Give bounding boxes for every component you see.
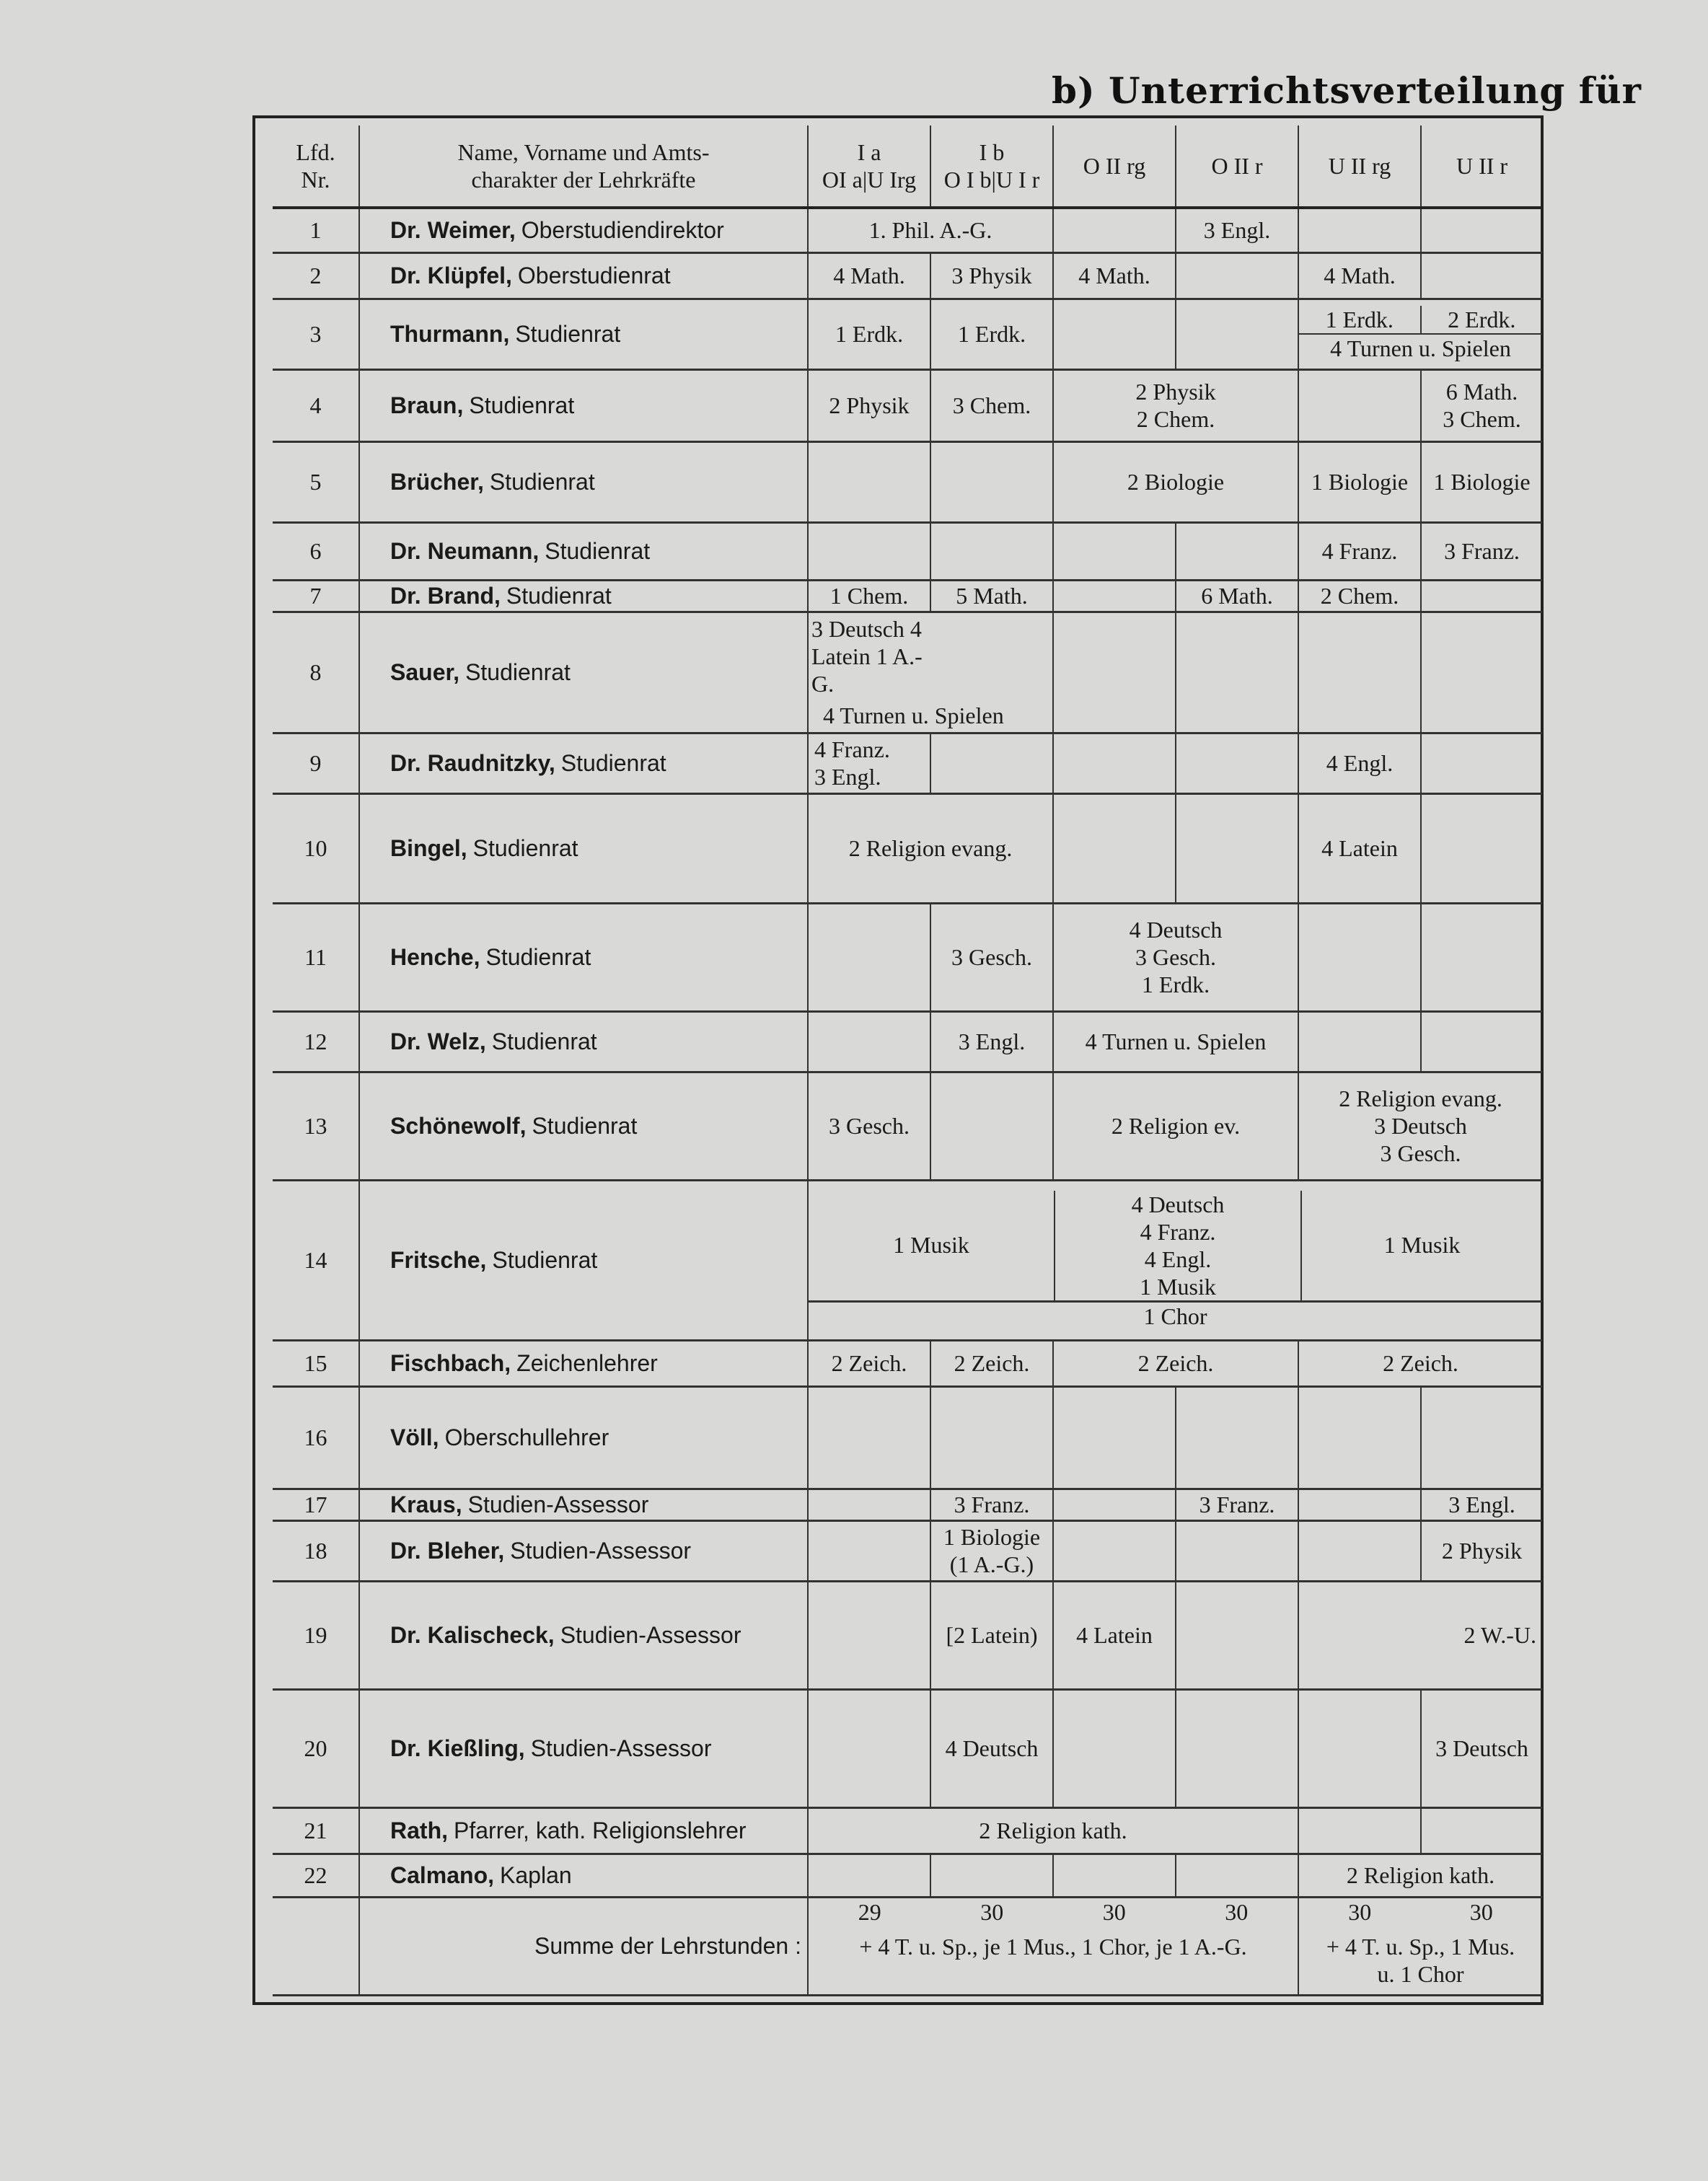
teacher-role: Studienrat [545,538,651,564]
summary-label: Summe der Lehrstunden : [359,1897,808,1995]
teacher-name [359,612,808,733]
cell-oiir [1176,1520,1298,1581]
cell-oiir [1176,1689,1298,1807]
teacher-role: Studienrat [472,835,578,861]
row-nr: 12 [273,1011,359,1072]
cell-uiirg [1298,1011,1421,1072]
cell-uiir [1421,1011,1542,1072]
summary-ib: 30 [980,1898,1004,1925]
teacher-role: Studienrat [506,583,612,609]
cell-uiirg [1298,612,1421,733]
cell-oiir [1176,1386,1298,1489]
cell-uii: 2 Zeich. [1298,1340,1542,1386]
row-nr: 22 [273,1854,359,1897]
row-nr: 10 [273,793,359,903]
table-row [273,1520,1542,1581]
cell-uiir: 1 Biologie [1421,441,1542,522]
cell-uiir: 3 Franz. [1421,522,1542,580]
teacher-surname: Dr. Neumann, [390,538,540,564]
cell-ia [808,1581,930,1689]
table-row [273,903,1542,1011]
header-name: Name, Vorname und Amts- charakter der Lehrkräfte [359,125,808,208]
teacher-name [359,1011,808,1072]
teacher-surname: Braun, [390,392,464,418]
teacher-name [359,369,808,441]
teacher-name [359,1520,808,1581]
cell-uiirg [1298,1489,1421,1520]
cell-ia: 4 Math. [808,252,930,299]
cell-uiirg: 4 Math. [1298,252,1421,299]
cell-uiirg [1298,208,1421,252]
row-nr: 8 [273,612,359,733]
cell-oiirg: 4 Latein [1053,1581,1176,1689]
header-oiirg: O II rg [1053,125,1176,208]
cell-ib [930,522,1053,580]
cell-i [808,612,1053,733]
cell-oii: 2 Biologie [1053,441,1298,522]
cell-oii: 4 Deutsch 3 Gesch. 1 Erdk. [1053,903,1298,1011]
row-nr: 15 [273,1340,359,1386]
cell-chor: 1 Chor [1143,1303,1207,1329]
cell-ib: 2 Zeich. [930,1340,1053,1386]
row-nr: 4 [273,369,359,441]
summary-uiir: 30 [1469,1898,1493,1925]
cell-ia [808,1854,930,1897]
teacher-surname: Dr. Welz, [390,1028,486,1054]
table-row [273,1489,1542,1520]
row-nr: 1 [273,208,359,252]
summary-uiirg: 30 [1348,1898,1372,1925]
cell-ia [808,903,930,1011]
cell-ia: 4 Franz. 3 Engl. [808,733,930,793]
teacher-surname: Thurmann, [390,321,510,347]
cell-ia: 3 Gesch. [808,1072,930,1180]
cell-ib: [2 Latein) [930,1581,1053,1689]
teacher-surname: Sauer, [390,659,460,685]
table-row [273,793,1542,903]
cell-ib [930,1072,1053,1180]
teacher-surname: Dr. Raudnitzky, [390,750,555,776]
teacher-name [359,1581,808,1689]
uii-split [1299,306,1542,335]
summary-row [273,1897,1542,1995]
teacher-surname: Brücher, [390,469,484,495]
cell-uii: 2 Religion evang. 3 Deutsch 3 Gesch. [1298,1072,1542,1180]
teacher-role: Oberstudienrat [517,263,671,288]
cell-uiir: 2 Physik [1421,1520,1542,1581]
teacher-role: Studienrat [485,944,591,970]
teacher-name [359,1386,808,1489]
cell-ib [930,1386,1053,1489]
cell-i: 1 Musik [893,1231,969,1258]
row-nr: 18 [273,1520,359,1581]
table-row [273,208,1542,252]
cell-oii: 4 Deutsch 4 Franz. 4 Engl. 1 Musik [1054,1191,1302,1300]
cell-ib [930,1854,1053,1897]
cell-uiirg [1298,1689,1421,1807]
header-oiir: O II r [1176,125,1298,208]
cell-uiirg: 4 Latein [1298,793,1421,903]
cell-oii: 4 Turnen u. Spielen [1053,1011,1298,1072]
cell-oiirg [1053,1489,1176,1520]
cell-oiirg [1053,1520,1176,1581]
summary-ia: 29 [858,1898,881,1925]
table-row [273,369,1542,441]
summary-oiirg: 30 [1102,1898,1126,1925]
cell-uiir: 6 Math. 3 Chem. [1421,369,1542,441]
table-row [273,1180,1542,1340]
cell-oiirg [1053,612,1176,733]
teacher-name [359,1180,808,1340]
row-nr: 20 [273,1689,359,1807]
summary-uii-counts [1299,1898,1542,1926]
teacher-role: Studienrat [560,750,666,776]
cell-oii: 2 Zeich. [1053,1340,1298,1386]
table-row [273,1854,1542,1897]
cell-oiir [1176,612,1298,733]
cell-uiir [1421,208,1542,252]
cell-ia: 1 Erdk. [808,299,930,369]
row-nr: 6 [273,522,359,580]
teacher-role: Studienrat [465,659,571,685]
cell-oiir [1176,1854,1298,1897]
cell-uiir [1421,903,1542,1011]
cell-uiir [1421,580,1542,612]
cell-all-classes [808,1180,1542,1340]
cell-i: 2 Religion evang. [808,793,1053,903]
cell-uii-shared: 4 Turnen u. Spielen [1330,335,1511,361]
teacher-role: Studienrat [492,1247,598,1273]
cell-ib: 3 Engl. [930,1011,1053,1072]
cell-ia: 2 Physik [808,369,930,441]
header-ib: I b O I b|U I r [930,125,1053,208]
teacher-name [359,903,808,1011]
teacher-role: Pfarrer, kath. Religionslehrer [454,1818,747,1843]
cell-oii: 2 Physik 2 Chem. [1053,369,1298,441]
cell-i-shared: 4 Turnen u. Spielen [823,702,1004,728]
cell-uiirg: 4 Engl. [1298,733,1421,793]
cell-ib [930,733,1053,793]
teacher-name [359,733,808,793]
cell-oiirg: 4 Math. [1053,252,1176,299]
teacher-surname: Dr. Bleher, [390,1538,505,1564]
table-row [273,612,1542,733]
teacher-role: Studienrat [532,1113,638,1139]
summary-counts [809,1898,1298,1926]
teacher-surname: Henche, [390,944,480,970]
teaching-distribution-table [273,125,1542,1996]
row-nr: 2 [273,252,359,299]
header-uiirg: U II rg [1298,125,1421,208]
cell-oiirg [1053,1854,1176,1897]
cell-ia: 2 Zeich. [808,1340,930,1386]
cell-ia [808,1489,930,1520]
teacher-role: Oberstudiendirektor [521,217,724,244]
cell-oiirg [1053,793,1176,903]
cell-ia [808,1386,930,1489]
cell-oiir [1176,733,1298,793]
cell-ia [808,441,930,522]
table-row [273,441,1542,522]
summary-uii-note: + 4 T. u. Sp., 1 Mus. u. 1 Chor [1326,1933,1515,1987]
teacher-surname: Dr. Kalischeck, [390,1622,555,1648]
teacher-surname: Calmano, [390,1862,495,1888]
teacher-name [359,1489,808,1520]
page-title: b) Unterrichtsverteilung für [1052,69,1642,112]
cell-ia: 1 Chem. [808,580,930,612]
row-nr: 21 [273,1807,359,1854]
table-row [273,1340,1542,1386]
cell-oiirg [1053,208,1176,252]
cell-i: 1. Phil. A.-G. [808,208,1053,252]
cell-uiirg: 1 Biologie [1298,441,1421,522]
cell-uii [1298,299,1542,369]
table-row [273,733,1542,793]
cell-uiirg [1298,1807,1421,1854]
summary-nr [273,1897,359,1995]
cell-uiir [1421,1386,1542,1489]
cell-uiirg [1298,369,1421,441]
cell-oiirg [1053,580,1176,612]
teacher-surname: Dr. Kießling, [390,1735,525,1761]
row-nr: 5 [273,441,359,522]
cell-ib: 3 Franz. [930,1489,1053,1520]
teacher-name [359,1854,808,1897]
teacher-name [359,299,808,369]
teacher-surname: Kraus, [390,1492,462,1517]
cell-ia [808,1011,930,1072]
cell-ia [808,1689,930,1807]
cell-oiir: 3 Franz. [1176,1489,1298,1520]
cell-oiirg [1053,1386,1176,1489]
teacher-surname: Fritsche, [390,1247,487,1273]
table-row [273,1072,1542,1180]
row-nr: 7 [273,580,359,612]
cell-oiir [1176,252,1298,299]
cell-oiirg [1053,733,1176,793]
summary-i-oii [808,1897,1298,1995]
cell-uiir [1421,793,1542,903]
table-row [273,1011,1542,1072]
teacher-surname: Völl, [390,1424,439,1450]
header-uiir: U II r [1421,125,1542,208]
summary-uii [1298,1897,1542,1995]
cell-oiir [1176,793,1298,903]
cell-uiir: 2 Erdk. [1448,307,1516,332]
table-row [273,1807,1542,1854]
teacher-role: Kaplan [500,1862,572,1888]
teacher-name [359,252,808,299]
teacher-surname: Fischbach, [390,1350,511,1376]
teacher-name [359,1340,808,1386]
teacher-name [359,580,808,612]
cell-uiirg: 2 Chem. [1298,580,1421,612]
table-row [273,1689,1542,1807]
teacher-name [359,1072,808,1180]
teacher-role: Studienrat [489,469,595,495]
row-nr: 14 [273,1180,359,1340]
cell-i-oii: 2 Religion kath. [808,1807,1298,1854]
cell-oiir [1176,522,1298,580]
cell-ib [930,441,1053,522]
cell-ib: 3 Chem. [930,369,1053,441]
teacher-role: Studien-Assessor [560,1622,741,1648]
cell-uiir: 3 Deutsch [1421,1689,1542,1807]
summary-note: + 4 T. u. Sp., je 1 Mus., 1 Chor, je 1 A.-G. [859,1933,1247,1960]
cell-uii: 1 Musik [1383,1231,1461,1258]
summary-oiir: 30 [1225,1898,1249,1925]
cell-uiir: 3 Engl. [1421,1489,1542,1520]
teacher-surname: Schönewolf, [390,1113,527,1139]
cell-ia [808,522,930,580]
teacher-role: Zeichenlehrer [516,1350,658,1376]
teacher-role: Studien-Assessor [510,1538,692,1564]
teacher-name [359,522,808,580]
cell-uiirg [1298,1520,1421,1581]
cell-oiirg [1053,1689,1176,1807]
teacher-role: Studienrat [515,321,621,347]
cell-uiirg: 1 Erdk. [1299,306,1422,333]
header-ia: I a OI a|U Irg [808,125,930,208]
teacher-role: Studien-Assessor [467,1492,649,1517]
cell-ib: 1 Biologie (1 A.-G.) [930,1520,1053,1581]
fritsche-split [809,1191,1542,1303]
row-nr: 19 [273,1581,359,1689]
cell-uiir [1421,1807,1542,1854]
cell-ia [808,1520,930,1581]
teacher-role: Oberschullehrer [444,1424,609,1450]
cell-uiirg [1298,903,1421,1011]
teacher-surname: Bingel, [390,835,467,861]
teacher-surname: Rath, [390,1818,448,1843]
cell-uiir [1421,733,1542,793]
table-row [273,1386,1542,1489]
cell-uiir [1421,612,1542,733]
table-row [273,580,1542,612]
row-nr: 11 [273,903,359,1011]
cell-ia: 3 Deutsch 4 Latein 1 A.-G. [811,616,923,697]
cell-uiirg [1298,1386,1421,1489]
row-nr: 9 [273,733,359,793]
teacher-role: Studienrat [491,1028,597,1054]
cell-oiir: 6 Math. [1176,580,1298,612]
row-nr: 3 [273,299,359,369]
table-row [273,1581,1542,1689]
cell-oiir: 3 Engl. [1176,208,1298,252]
cell-uii: 2 Religion kath. [1298,1854,1542,1897]
cell-uii: 2 W.-U. [1298,1581,1542,1689]
cell-ib: 4 Deutsch [930,1689,1053,1807]
cell-uiir [1421,252,1542,299]
cell-oiirg [1053,299,1176,369]
teacher-role: Studienrat [469,392,575,418]
cell-oiirg [1053,522,1176,580]
teacher-name [359,793,808,903]
teacher-surname: Dr. Brand, [390,583,501,609]
teacher-surname: Dr. Weimer, [390,217,516,244]
cell-ib: 3 Gesch. [930,903,1053,1011]
table-row [273,522,1542,580]
cell-ib: 1 Erdk. [930,299,1053,369]
teacher-surname: Dr. Klüpfel, [390,263,512,288]
teacher-name [359,208,808,252]
cell-oiir [1176,299,1298,369]
cell-ib: 3 Physik [930,252,1053,299]
header-row [273,125,1542,208]
table-row [273,299,1542,369]
teacher-name [359,441,808,522]
table-row [273,252,1542,299]
cell-uiirg: 4 Franz. [1298,522,1421,580]
cell-ib: 5 Math. [930,580,1053,612]
row-nr: 16 [273,1386,359,1489]
teacher-role: Studien-Assessor [530,1735,712,1761]
row-nr: 13 [273,1072,359,1180]
teacher-name [359,1807,808,1854]
cell-oii: 2 Religion ev. [1053,1072,1298,1180]
header-nr: Lfd. Nr. [273,125,359,208]
row-nr: 17 [273,1489,359,1520]
teacher-name [359,1689,808,1807]
cell-oiir [1176,1581,1298,1689]
